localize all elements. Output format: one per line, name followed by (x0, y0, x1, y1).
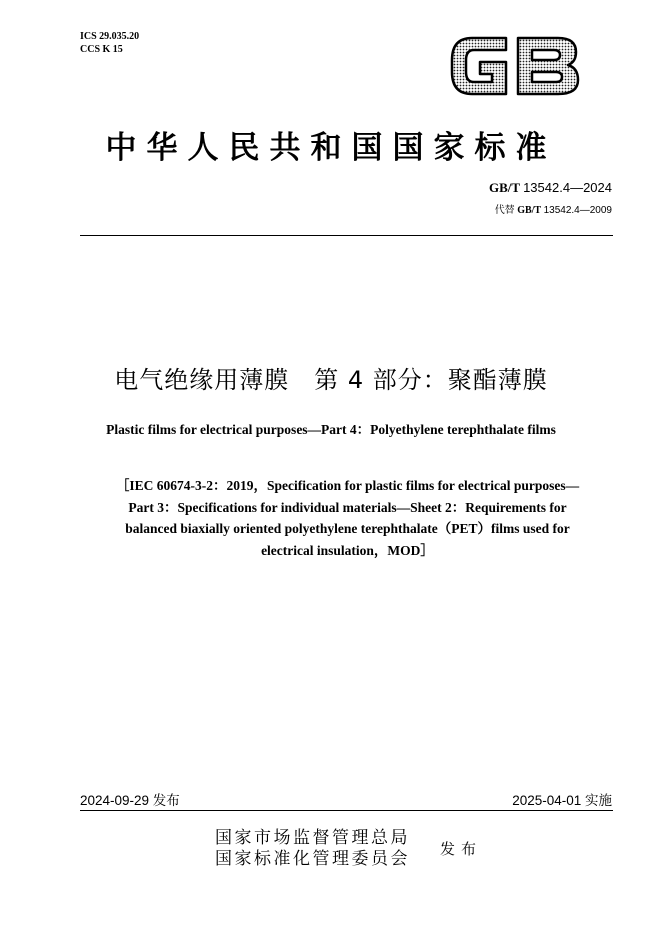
adoption-line: balanced biaxially oriented polyethylene terephthalate（PET）films used for (125, 521, 570, 536)
implementation-date: 2025-04-01 实施 (512, 793, 612, 808)
issue-date: 2024-09-29 发布 (80, 793, 180, 808)
title-chinese: 电气绝缘用薄膜 第 4 部分：聚酯薄膜 (114, 366, 548, 394)
adoption-statement (80, 475, 615, 561)
replaces-prefix: GB/T (517, 205, 542, 216)
ics-code: ICS 29.035.20 (80, 31, 140, 42)
adoption-line: electrical insulation，MOD］ (261, 542, 434, 558)
issuer-sac: 国家标准化管理委员会 (215, 849, 410, 869)
adoption-line: Part 3：Specifications for individual materials—Sheet 2：Requirements for (128, 499, 567, 515)
standard-prefix: GB/T (488, 180, 520, 195)
adoption-line: ［IEC 60674-3-2：2019，Specification for plastic films for electrical purposes— (115, 478, 580, 493)
replaces-label: 代替 (494, 205, 515, 216)
header-divider (80, 235, 613, 236)
issuing-authorities (215, 828, 410, 870)
title-english: Plastic films for electrical purposes—Part 4：Polyethylene terephthalate films (106, 422, 556, 437)
replaces-number: 13542.4—2009 (543, 205, 612, 216)
gb-logo-icon (444, 30, 584, 102)
standard-number-value: 13542.4—2024 (523, 180, 612, 195)
replaces-standard (495, 201, 612, 216)
national-standard-title: 中华人民共和国国家标准 (105, 130, 557, 166)
ccs-code: CCS K 15 (80, 44, 123, 55)
standard-number (489, 180, 612, 196)
issuer-samr: 国家市场监督管理总局 (215, 828, 410, 848)
publish-label: 发布 (440, 840, 483, 858)
footer-divider (80, 810, 613, 811)
classification-codes (80, 30, 139, 56)
